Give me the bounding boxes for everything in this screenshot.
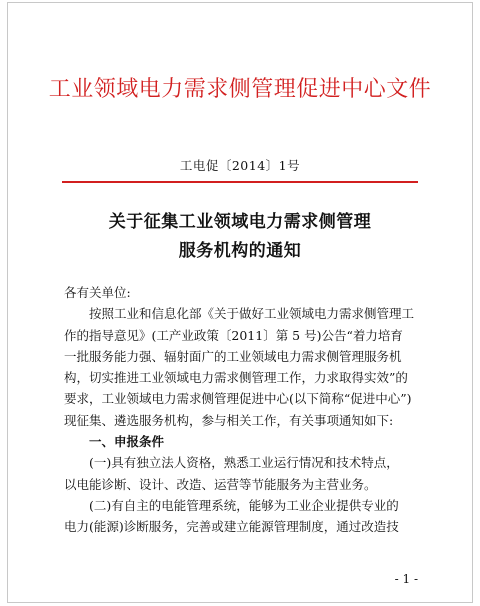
document-body (64, 282, 424, 538)
body-paragraph-line: 构，切实推进工业领域电力需求侧管理工作，力求取得实效”的 (64, 370, 408, 386)
body-paragraph-line: 作的指导意见》(工产业政策〔2011〕第 5 号)公告“着力培育 (64, 327, 403, 343)
section-paragraph-line: (一)具有独立法人资格，熟悉工业运行情况和技术特点， (64, 455, 399, 471)
body-paragraph-line: 一批服务能力强、辐射面广的工业领域电力需求侧管理服务机 (64, 348, 402, 364)
body-paragraph-line: 要求，工业领域电力需求侧管理促进中心(以下简称“促进中心”) (64, 391, 412, 407)
section-heading: 一、申报条件 (64, 434, 165, 450)
salutation: 各有关单位: (64, 285, 131, 300)
red-separator-rule (62, 181, 418, 183)
body-paragraph-line: 按照工业和信息化部《关于做好工业领域电力需求侧管理工 (64, 306, 415, 322)
section-paragraph-line: (二)有自主的电能管理系统，能够为工业企业提供专业的 (64, 497, 399, 513)
document-header-title: 工业领域电力需求侧管理促进中心文件 (48, 77, 432, 102)
page-number: - 1 - (394, 572, 418, 586)
section-paragraph-line: 电力(能源)诊断服务，完善或建立能源管理制度，通过改造技 (64, 519, 399, 535)
section-paragraph-line: 以电能诊断、设计、改造、运营等节能服务为主营业务。 (64, 476, 377, 492)
notice-title-line-2: 服务机构的通知 (178, 241, 302, 261)
document-number: 工电促〔2014〕1号 (179, 158, 301, 173)
body-paragraph-line: 现征集、遴选服务机构，参与相关工作，有关事项通知如下: (64, 412, 394, 428)
notice-title-line-1: 关于征集工业领域电力需求侧管理 (108, 212, 372, 232)
